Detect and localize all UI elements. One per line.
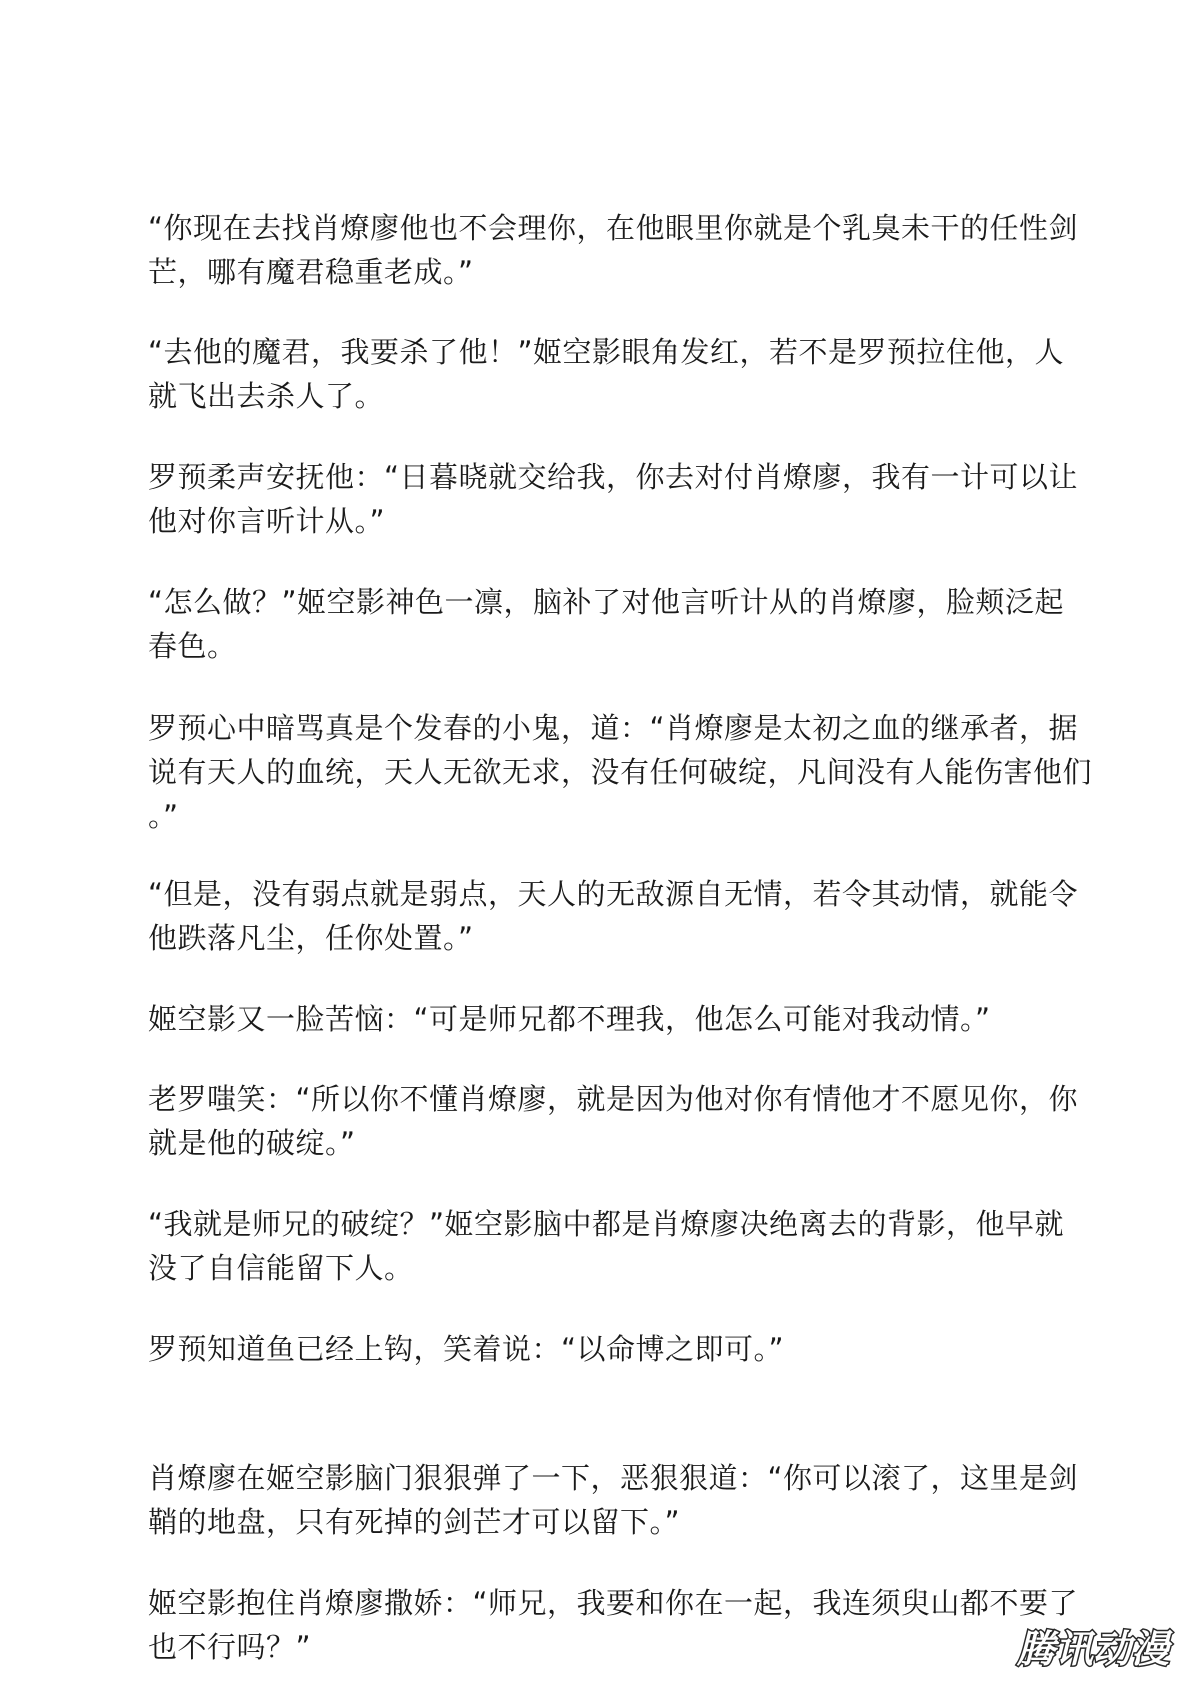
paragraph-1 xyxy=(148,206,1079,294)
paragraph-6 xyxy=(148,872,1079,960)
paragraph-8 xyxy=(148,1077,1079,1165)
paragraph-line: “我就是师兄的破绽？”姬空影脑中都是肖燎廖决绝离去的背影，他早就 xyxy=(148,1207,1065,1241)
paragraph-2 xyxy=(148,330,1068,418)
paragraph-line: “但是，没有弱点就是弱点，天人的无敌源自无情，若令其动情，就能令 xyxy=(148,877,1079,911)
paragraph-9 xyxy=(148,1202,1068,1290)
paragraph-line: “怎么做？”姬空影神色一凛，脑补了对他言听计从的肖燎廖，脸颊泛起 xyxy=(148,585,1065,619)
paragraph-4 xyxy=(148,580,1068,668)
tencent-comic-watermark-logo xyxy=(1008,1618,1178,1676)
paragraph-10 xyxy=(148,1327,1068,1371)
paragraph-line: 罗预知道鱼已经上钩，笑着说：“以命博之即可。” xyxy=(148,1332,785,1366)
paragraph-line: 。” xyxy=(148,799,179,833)
paragraph-12 xyxy=(148,1581,1079,1669)
paragraph-line: 说有天人的血统，天人无欲无求，没有任何破绽，凡间没有人能伤害他们 xyxy=(148,755,1093,789)
paragraph-11 xyxy=(148,1456,1079,1544)
paragraph-5 xyxy=(148,706,1093,838)
paragraph-7 xyxy=(148,997,1068,1041)
paragraph-line: “你现在去找肖燎廖他也不会理你，在他眼里你就是个乳臭未干的任性剑 xyxy=(148,211,1079,245)
paragraph-line: 没了自信能留下人。 xyxy=(148,1251,414,1285)
paragraph-line: 姬空影又一脸苦恼：“可是师兄都不理我，他怎么可能对我动情。” xyxy=(148,1002,991,1036)
paragraph-line: 他对你言听计从。” xyxy=(148,504,386,538)
paragraph-line: 就飞出去杀人了。 xyxy=(148,379,385,413)
watermark-logo-graphic xyxy=(1008,1618,1178,1676)
watermark-text: 腾讯动漫 xyxy=(1016,1627,1170,1671)
paragraph-line: 肖燎廖在姬空影脑门狠狠弹了一下，恶狠狠道：“你可以滚了，这里是剑 xyxy=(148,1461,1079,1495)
paragraph-line: 罗预柔声安抚他：“日暮晓就交给我，你去对付肖燎廖，我有一计可以让 xyxy=(148,460,1079,494)
paragraph-line: 姬空影抱住肖燎廖撒娇：“师兄，我要和你在一起，我连须臾山都不要了 xyxy=(148,1586,1079,1620)
paragraph-3 xyxy=(148,455,1079,543)
paragraph-line: 就是他的破绽。” xyxy=(148,1126,356,1160)
paragraph-line: “去他的魔君，我要杀了他！”姬空影眼角发红，若不是罗预拉住他，人 xyxy=(148,335,1065,369)
paragraph-line: 也不行吗？” xyxy=(148,1630,312,1664)
paragraph-line: 芒，哪有魔君稳重老成。” xyxy=(148,255,474,289)
paragraph-line: 春色。 xyxy=(148,629,237,663)
paragraph-line: 罗预心中暗骂真是个发春的小鬼，道：“肖燎廖是太初之血的继承者，据 xyxy=(148,711,1079,745)
paragraph-line: 老罗嗤笑：“所以你不懂肖燎廖，就是因为他对你有情他才不愿见你，你 xyxy=(148,1082,1079,1116)
paragraph-line: 鞘的地盘，只有死掉的剑芒才可以留下。” xyxy=(148,1505,681,1539)
paragraph-line: 他跌落凡尘，任你处置。” xyxy=(148,921,474,955)
